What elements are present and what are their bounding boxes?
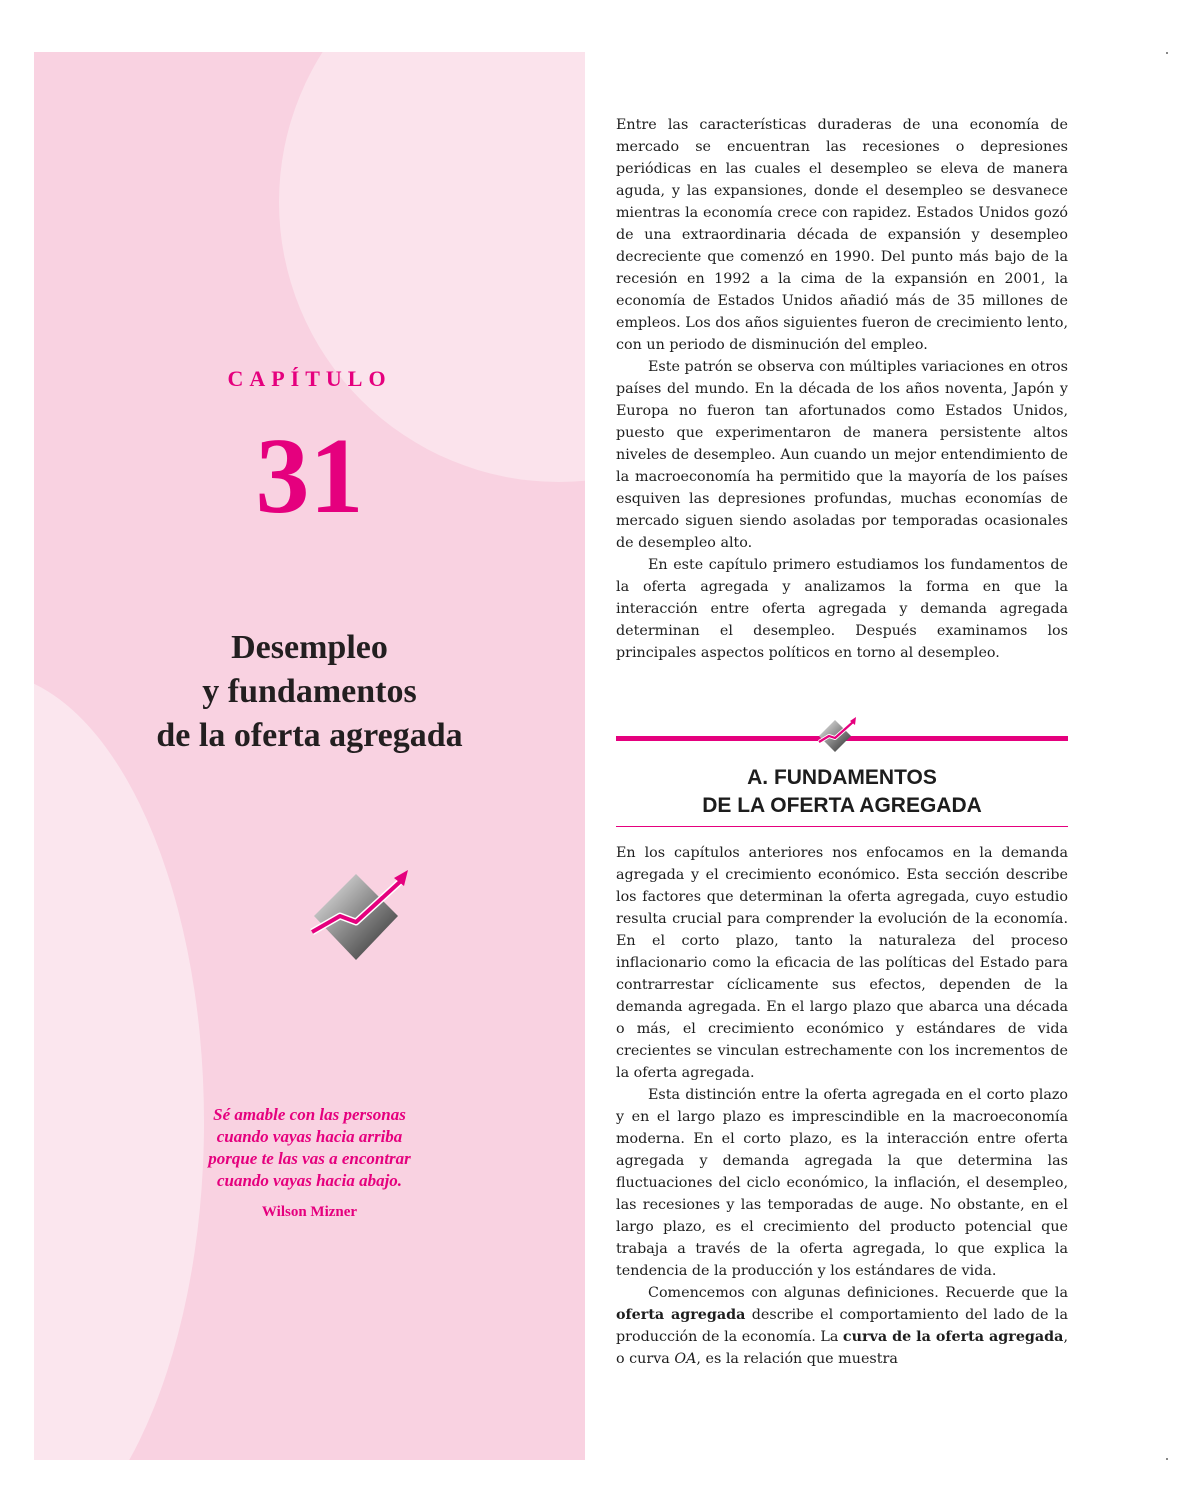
- term-italic: OA: [674, 1351, 697, 1367]
- text-run: Comencemos con algunas definiciones. Recuerde que la: [648, 1285, 1068, 1301]
- section-heading-line: A. FUNDAMENTOS: [747, 766, 937, 789]
- chapter-title-line: y fundamentos: [202, 673, 417, 710]
- growth-arrow-icon: [306, 866, 442, 970]
- growth-arrow-icon: [815, 716, 867, 756]
- intro-text: [616, 114, 1068, 664]
- section-heading-line: DE LA OFERTA AGREGADA: [702, 794, 982, 817]
- quote-line: porque te las vas a encontrar: [208, 1149, 411, 1168]
- paragraph: Esta distinción entre la oferta agregada en el corto plazo y en el largo plazo es imprescindible en la macroeconomía moderna. En el corto plazo, es la interacción entre oferta agregada y demanda agregada la que determina las fluctuaciones del ciclo económico, la inflación, el desempleo, las recesiones y las temporadas de auge. No obstante, en el largo plazo, es el crecimiento del producto potencial que trabaja a través de la oferta agregada, lo que explica la tendencia de la producción y los estándares de vida.: [616, 1087, 1068, 1279]
- paragraph: En los capítulos anteriores nos enfocamos en la demanda agregada y el crecimiento económico. Esta sección describe los factores que determinan la oferta agregada, cuyo estudio resulta crucial para comprender la evolución de la economía. En el corto plazo, tanto la naturaleza del proceso inflacionario como la eficacia de las políticas del Estado para contrarrestar cíclicamente sus efectos, dependen de la demanda agregada. En el largo plazo que abarca una década o más, el crecimiento económico y estándares de vida crecientes se vinculan estrechamente con los incrementos de la oferta agregada.: [616, 845, 1068, 1081]
- quote-line: cuando vayas hacia abajo.: [216, 1171, 403, 1190]
- section-heading: [616, 764, 1068, 820]
- text-run: , es la relación que muestra: [696, 1351, 898, 1367]
- paragraph: Este patrón se observa con múltiples variaciones en otros países del mundo. En la década de los años noventa, Japón y Europa no fueron tan afortunados como Estados Unidos, puesto que experimentaron de manera persistente altos niveles de desempleo. Aun cuando un mejor entendimiento de la macroeconomía ha permitido que la mayoría de los países esquiven las depresiones profundas, muchas economías de mercado siguen siendo asoladas por temporadas ocasionales de desempleo alto.: [616, 359, 1068, 551]
- paragraph: [616, 1282, 1068, 1370]
- paragraph: En este capítulo primero estudiamos los fundamentos de la oferta agregada y analizamos la forma en que la interacción entre oferta agregada y demanda agregada determinan el desempleo. Después examinamos los principales aspectos políticos en torno al desempleo.: [616, 557, 1068, 661]
- term-bold: curva de la oferta agregada: [842, 1329, 1064, 1345]
- chapter-label: CAPÍTULO: [227, 366, 392, 391]
- text-run: describe el comportamiento del lado de la producción de la economía. La: [616, 1307, 1068, 1345]
- section-underline: [616, 826, 1068, 827]
- term-bold: oferta agregada: [616, 1307, 746, 1323]
- paragraph: Entre las características duraderas de una economía de mercado se encuentran las recesiones o depresiones periódicas en las cuales el desempleo se eleva de manera aguda, y las expansiones, donde el desempleo se desvanece mientras la economía crece con rapidez. Estados Unidos gozó de una extraordinaria década de expansión y desempleo decreciente que comenzó en 1990. Del punto más bajo de la recesión en 1992 a la cima de la expansión en 2001, la economía de Estados Unidos añadió más de 35 millones de empleos. Los dos años siguientes fueron de crecimiento lento, con un periodo de disminución del empleo.: [616, 117, 1068, 353]
- chapter-title: [34, 626, 585, 758]
- section-text: [616, 842, 1068, 1370]
- crop-mark: [1166, 52, 1168, 54]
- chapter-title-line: Desempleo: [231, 629, 388, 666]
- quote-line: cuando vayas hacia arriba: [216, 1127, 403, 1146]
- crop-mark: [1166, 1458, 1168, 1460]
- quote-author: Wilson Mizner: [261, 1204, 358, 1220]
- chapter-number: 31: [255, 417, 364, 536]
- epigraph-quote: [34, 1104, 585, 1192]
- decorative-circle: [34, 672, 204, 1460]
- chapter-title-line: de la oferta agregada: [156, 717, 463, 754]
- chapter-opener-panel: [34, 52, 585, 1460]
- text-run: , o curva: [616, 1329, 1068, 1367]
- quote-line: Sé amable con las personas: [213, 1105, 406, 1124]
